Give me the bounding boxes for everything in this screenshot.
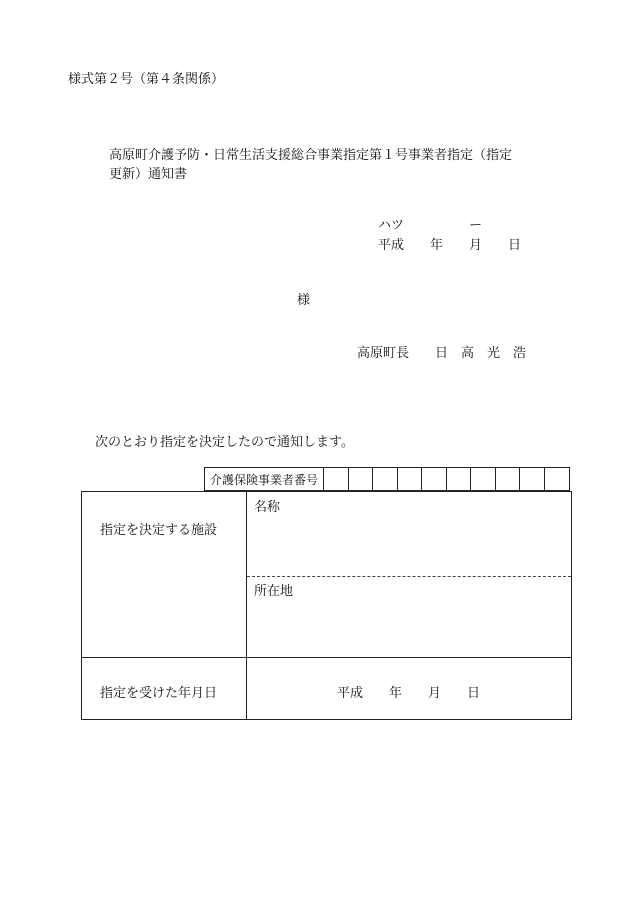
facility-name-label: 名称 [254,500,281,515]
designation-date-label: 指定を受けた年月日 [100,686,218,701]
sender: 高原町長 日 高 光 浩 [357,346,527,361]
provider-number-label: 介護保険事業者番号 [205,468,324,490]
provider-number-cell[interactable] [496,468,521,490]
provider-number-cell[interactable] [422,468,447,490]
provider-number-cell[interactable] [447,468,472,490]
provider-number-cell[interactable] [324,468,349,490]
document-title-line2: 更新）通知書 [109,167,188,182]
table-divider-horizontal [82,657,571,658]
name-address-separator [247,576,571,577]
provider-number-cell[interactable] [398,468,423,490]
form-number: 様式第２号（第４条関係） [68,72,225,87]
facility-table [81,491,572,720]
table-divider-vertical [246,492,247,719]
provider-number-cell[interactable] [520,468,545,490]
provider-number-box [204,467,570,491]
issue-date: 平成 年 月 日 [378,238,522,253]
provider-number-cell[interactable] [545,468,570,490]
addressee-suffix: 様 [297,293,311,308]
provider-number-cell[interactable] [471,468,496,490]
document-title-line1: 高原町介護予防・日常生活支援総合事業指定第１号事業者指定（指定 [109,148,513,163]
provider-number-cell[interactable] [373,468,398,490]
designation-date-value: 平成 年 月 日 [337,686,481,701]
document-number: ハツ ー [378,218,483,233]
body-text: 次のとおり指定を決定したので通知します。 [95,435,354,450]
facility-label: 指定を決定する施設 [100,523,218,538]
facility-address-label: 所在地 [254,584,294,599]
provider-number-cell[interactable] [349,468,374,490]
